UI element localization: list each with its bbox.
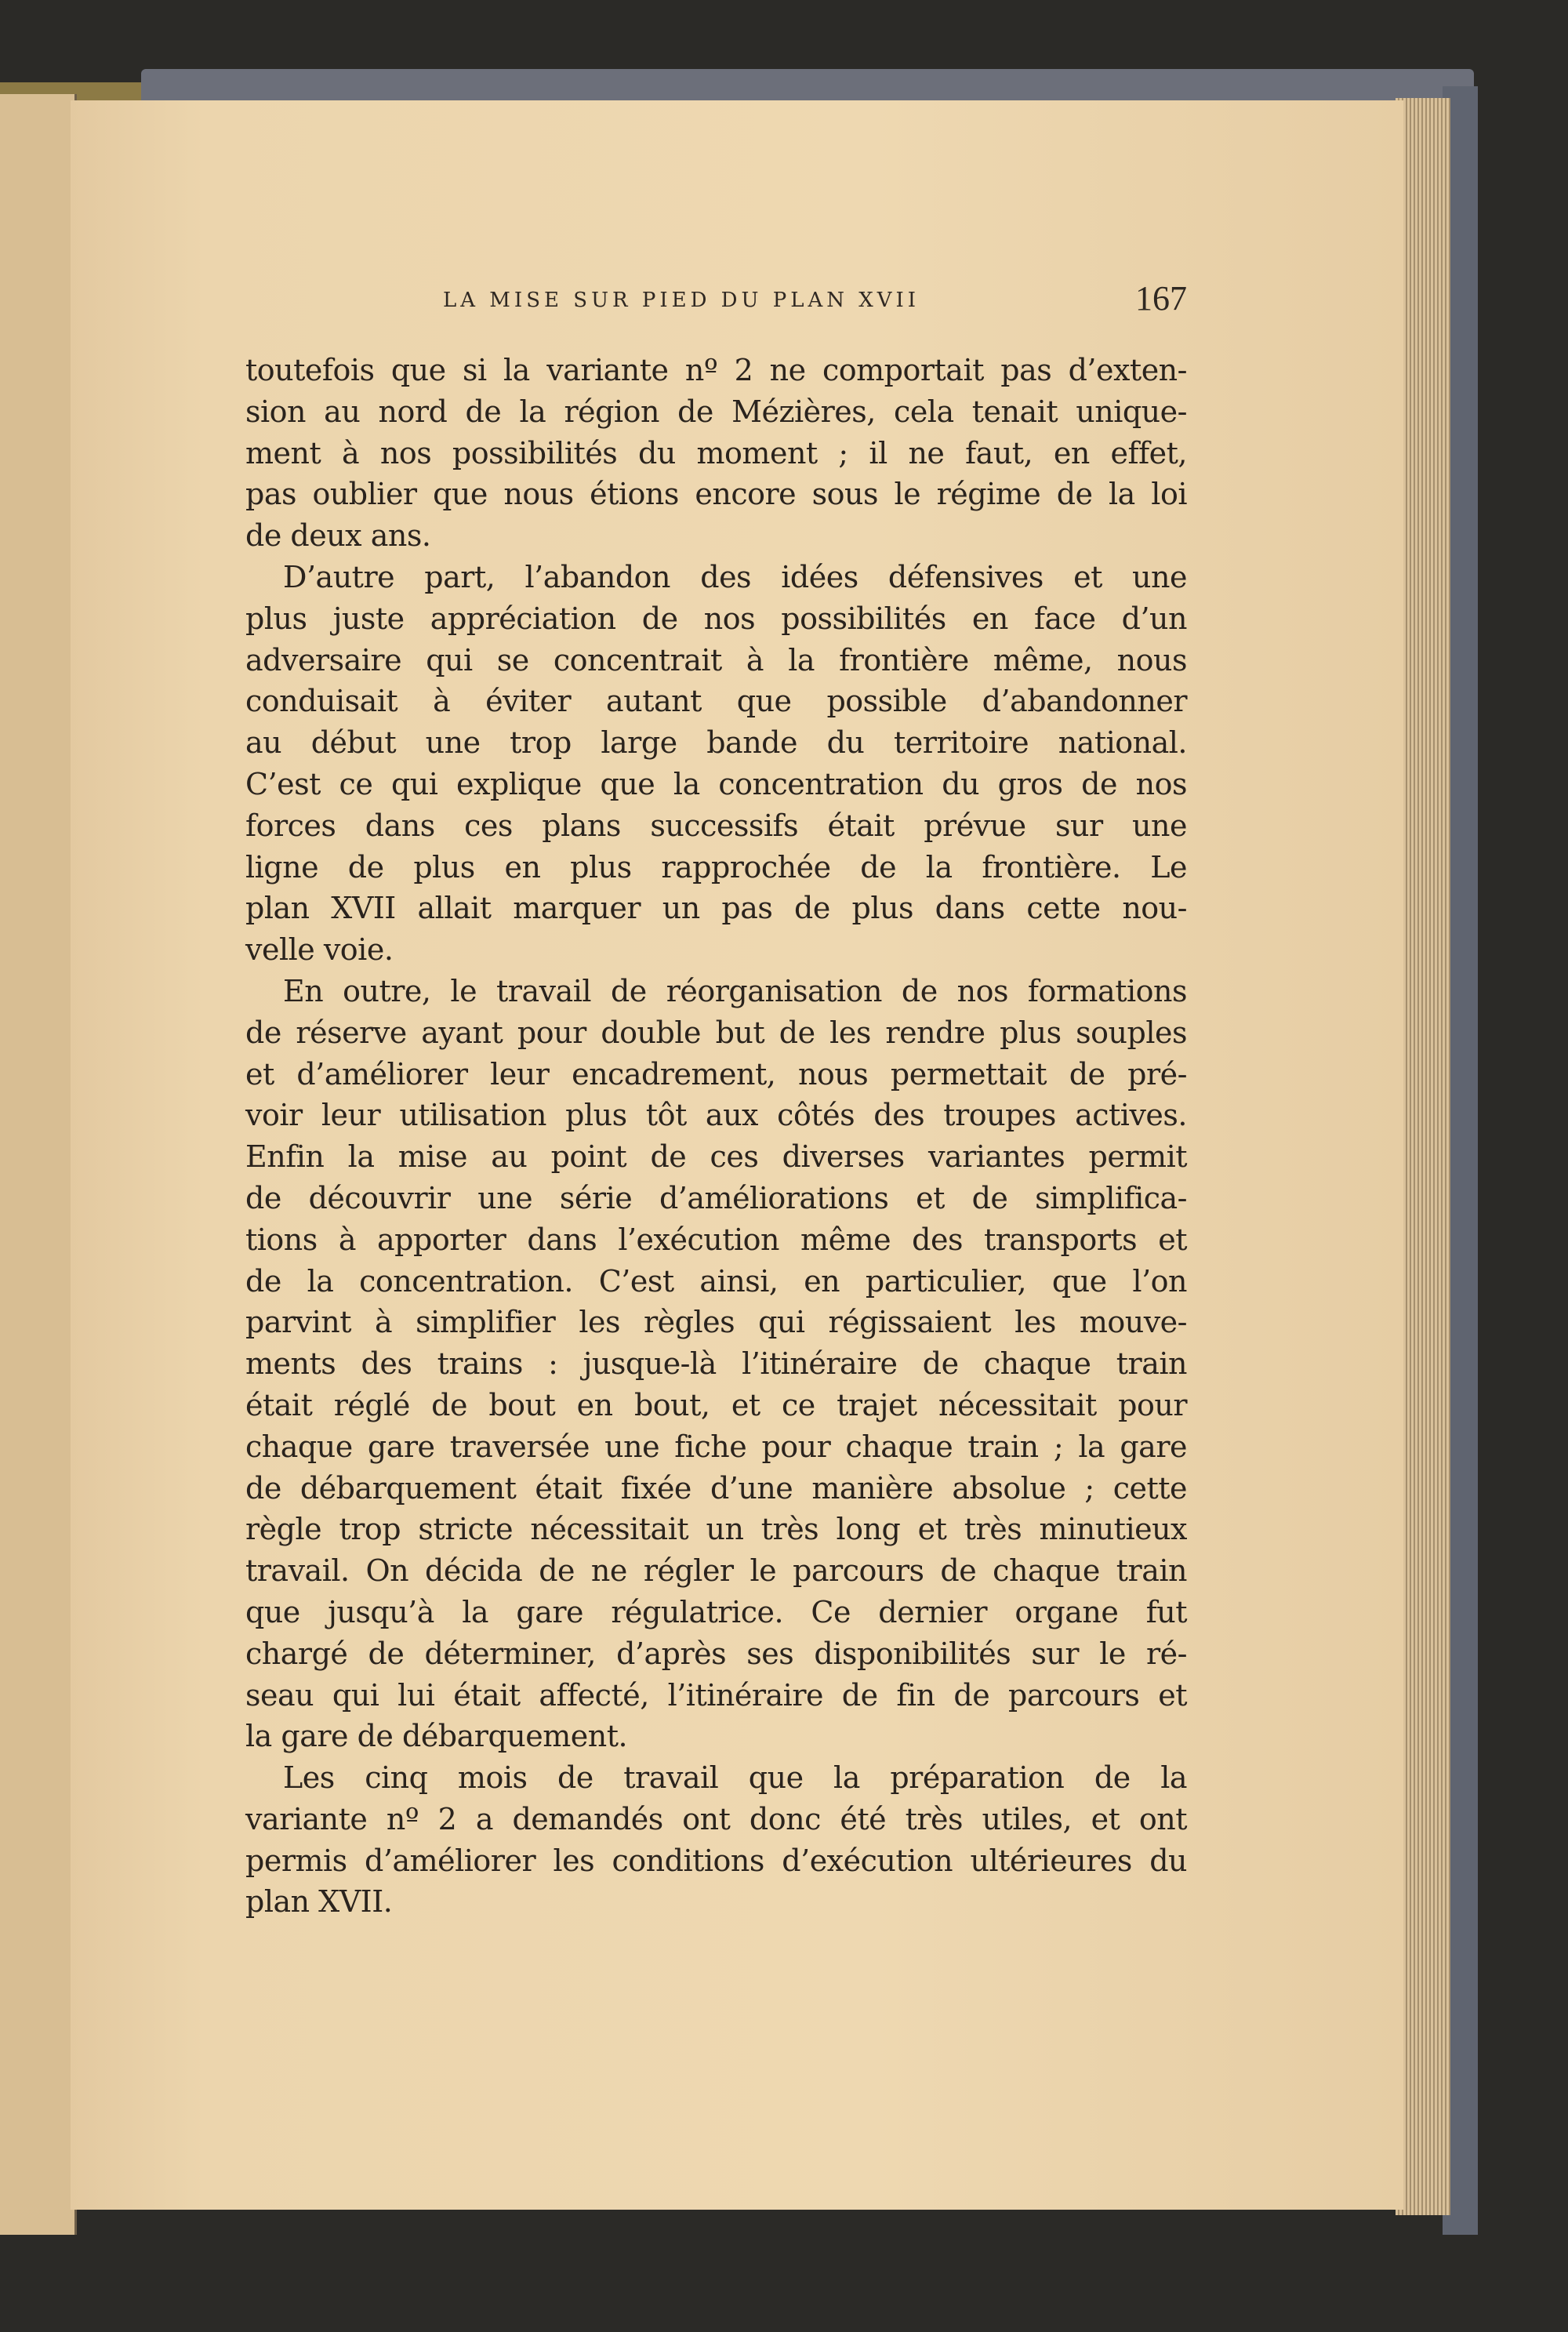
text-line: de découvrir une série d’améliorations et de simplifica- (245, 1180, 1187, 1215)
text-line: que jusqu’à la gare régulatrice. Ce dernier organe fut (245, 1594, 1187, 1629)
text-line: seau qui lui était affecté, l’itinéraire de fin de parcours et (245, 1677, 1187, 1713)
page-edges (1396, 98, 1450, 2215)
text-line: D’autre part, l’abandon des idées défensives et une (283, 559, 1187, 594)
text-line: C’est ce qui explique que la concentration du gros de nos (245, 766, 1187, 801)
text-line: était réglé de bout en bout, et ce trajet nécessitait pour (245, 1387, 1187, 1422)
text-line: pas oublier que nous étions encore sous le régime de la loi (245, 477, 1187, 512)
text-line: de deux ans. (245, 518, 431, 554)
text-line: Enfin la mise au point de ces diverses variantes permit (245, 1139, 1187, 1175)
text-line: ligne de plus en plus rapprochée de la frontière. Le (245, 849, 1187, 884)
text-line: chaque gare traversée une fiche pour chaque train ; la gare (245, 1429, 1187, 1464)
text-line: plan XVII. (245, 1884, 393, 1920)
text-line: de réserve ayant pour double but de les rendre plus souples (245, 1015, 1187, 1050)
text-line: plus juste appréciation de nos possibilités en face d’un (245, 601, 1187, 636)
body-text (245, 350, 1187, 1923)
running-title: LA MISE SUR PIED DU PLAN XVII (443, 289, 920, 312)
text-line: variante nº 2 a demandés ont donc été très utiles, et ont (245, 1801, 1187, 1836)
text-line: de la concentration. C’est ainsi, en particulier, que l’on (245, 1263, 1187, 1299)
text-line: travail. On décida de ne régler le parcours de chaque train (245, 1553, 1187, 1589)
text-line: voir leur utilisation plus tôt aux côtés des troupes actives. (245, 1098, 1187, 1133)
text-line: Les cinq mois de travail que la préparation de la (283, 1760, 1187, 1796)
facing-page-edge (0, 94, 77, 2235)
text-line: la gare de débarquement. (245, 1719, 628, 1754)
text-line: règle trop stricte nécessitait un très long et très minutieux (245, 1512, 1187, 1547)
text-line: En outre, le travail de réorganisation de nos formations (283, 973, 1187, 1008)
text-line: tions à apporter dans l’exécution même des transports et (245, 1222, 1187, 1257)
text-line: chargé de déterminer, d’après ses disponibilités sur le ré- (245, 1636, 1187, 1671)
text-line: ments des trains : jusque-là l’itinéraire de chaque train (245, 1346, 1187, 1382)
text-line: de débarquement était fixée d’une manière absolue ; cette (245, 1470, 1187, 1506)
text-line: toutefois que si la variante nº 2 ne comportait pas d’exten- (245, 353, 1187, 387)
text-line: ment à nos possibilités du moment ; il ne faut, en effet, (245, 435, 1187, 470)
text-line: parvint à simplifier les règles qui régissaient les mouve- (245, 1305, 1187, 1340)
text-line: adversaire qui se concentrait à la frontière même, nous (245, 642, 1187, 677)
text-line: permis d’améliorer les conditions d’exécution ultérieures du (245, 1843, 1187, 1878)
text-line: plan XVII allait marquer un pas de plus dans cette nou- (245, 891, 1187, 926)
text-line: au début une trop large bande du territoire national. (245, 725, 1187, 761)
text-line: sion au nord de la région de Mézières, cela tenait unique- (245, 394, 1187, 429)
text-line: et d’améliorer leur encadrement, nous permettait de pré- (245, 1056, 1187, 1092)
page-number: 167 (1135, 279, 1187, 318)
text-line: velle voie. (245, 932, 394, 968)
text-line: conduisait à éviter autant que possible d’abandonner (245, 684, 1187, 719)
text-line: forces dans ces plans successifs était prévue sur une (245, 808, 1187, 843)
